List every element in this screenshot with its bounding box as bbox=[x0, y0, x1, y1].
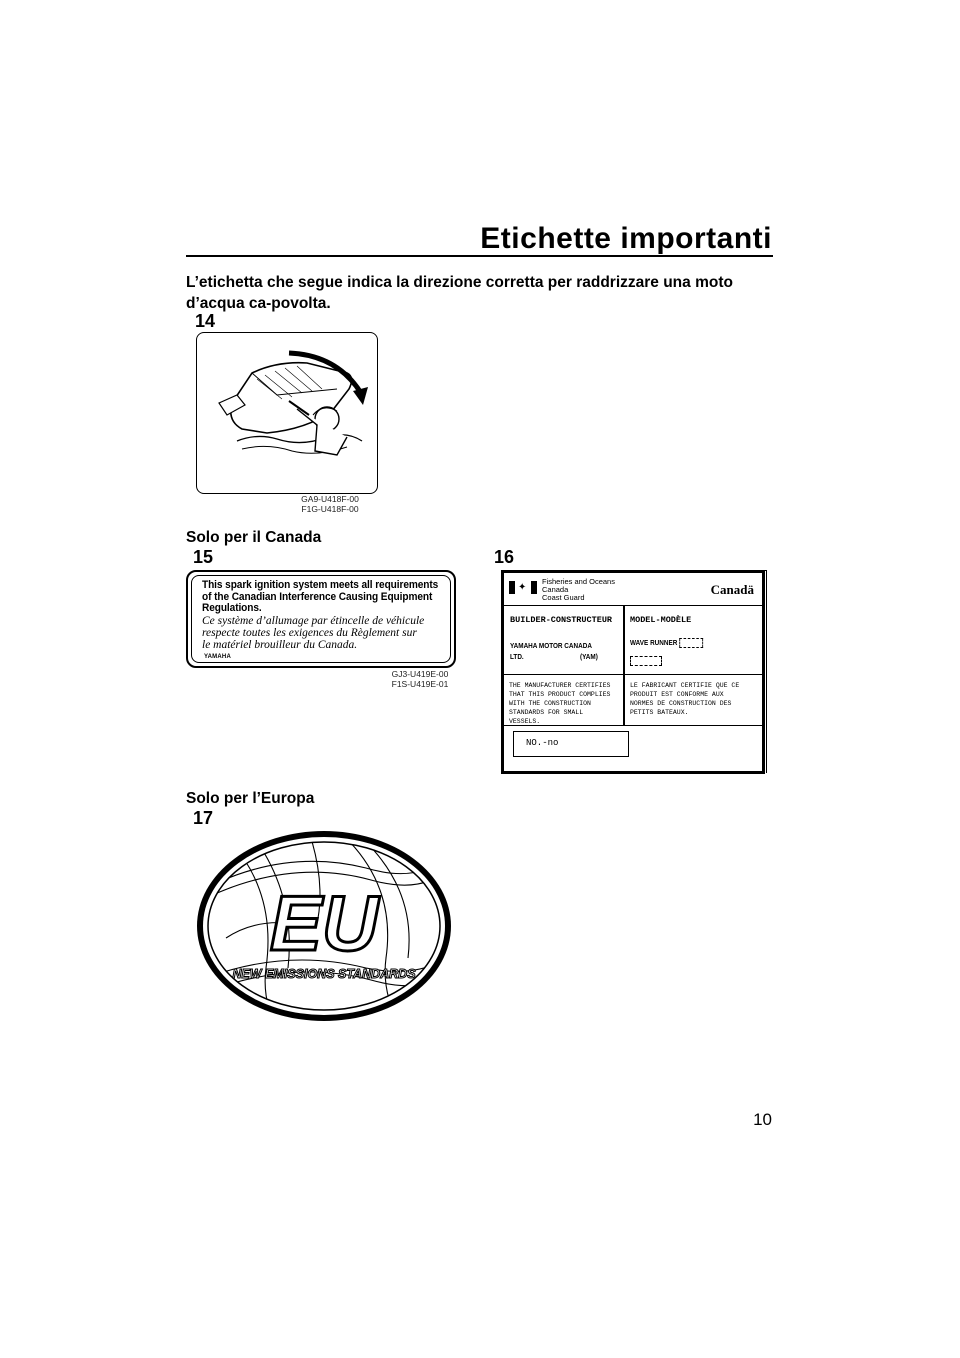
figure-14-codes: GA9-U418F-00 F1G-U418F-00 bbox=[301, 494, 359, 514]
agency-name: Fisheries and Oceans Canada Coast Guard bbox=[542, 577, 615, 602]
interference-compliance-label bbox=[186, 570, 456, 668]
figure-16-number: 16 bbox=[494, 547, 515, 567]
builder-header: BUILDER-CONSTRUCTEUR bbox=[510, 615, 613, 625]
builder-name: YAMAHA MOTOR CANADA bbox=[510, 641, 592, 650]
figure-14-number: 14 bbox=[195, 311, 216, 331]
intro-text: L’etichetta che segue indica la direzione corretta per raddrizzare una moto d’acqua ca-povolta. bbox=[186, 274, 733, 312]
coast-guard-compliance-plate: ✦ Fisheries and Oceans Canada Coast Guard Canadä BUILDER-CONSTRUCTEUR MODEL-MODÈLE YAMAHA MOTOR CANADA LTD. (YAM) WAVE RUNNER THE MANUFACTURER CERTIFIES THAT THIS PRODUCT COMPLIES WITH THE CONSTRUCTION STANDARDS FOR SMALL VESSELS. LE FABRICANT CERTIFIE QUE CE PRODUIT EST CONFORME AUX NORMES DE CONSTRUCTION DES PETITS BATEAUX. NO.-no bbox=[501, 570, 765, 774]
canada-section-label: Solo per il Canada bbox=[186, 529, 322, 546]
figure-17-number: 17 bbox=[193, 808, 214, 828]
europe-section-label: Solo per l’Europa bbox=[186, 790, 315, 807]
serial-number-field: NO.-no bbox=[513, 731, 629, 757]
emissions-standards-text: NEW EMISSIONS STANDARDS bbox=[232, 967, 416, 981]
certification-english: THE MANUFACTURER CERTIFIES THAT THIS PRODUCT COMPLIES WITH THE CONSTRUCTION STANDARDS FOR SMALL VESSELS. bbox=[509, 682, 611, 725]
model-value: WAVE RUNNER bbox=[630, 637, 703, 648]
figure-15-number: 15 bbox=[193, 547, 214, 567]
brand-mark: YAMAHA bbox=[204, 654, 231, 660]
certification-french: LE FABRICANT CERTIFIE QUE CE PRODUIT EST CONFORME AUX NORMES DE CONSTRUCTION DES PETITS BATEAUX. bbox=[630, 682, 740, 716]
page-title: Etichette importanti bbox=[480, 222, 772, 255]
page-number: 10 bbox=[753, 1110, 772, 1129]
capsize-righting-label bbox=[196, 332, 378, 494]
french-statement: Ce système d’allumage par étincelle de véhicule respecte toutes les exigences du Règlement sur le matériel brouilleur du Canada. bbox=[202, 615, 425, 651]
eu-text: EU bbox=[269, 879, 379, 967]
english-statement: This spark ignition system meets all requirements of the Canadian Interference Causing Equipment Regulations. bbox=[202, 579, 439, 614]
canada-wordmark: Canadä bbox=[710, 582, 754, 597]
title-rule bbox=[186, 255, 773, 257]
eu-emissions-logo bbox=[196, 828, 452, 1024]
canada-flag-icon: ✦ bbox=[509, 581, 537, 594]
model-blank-field bbox=[630, 652, 662, 670]
righting-illustration bbox=[197, 333, 377, 493]
model-header: MODEL-MODÈLE bbox=[630, 615, 692, 625]
figure-15-codes: GJ3-U419E-00 F1S-U419E-01 bbox=[391, 669, 449, 689]
